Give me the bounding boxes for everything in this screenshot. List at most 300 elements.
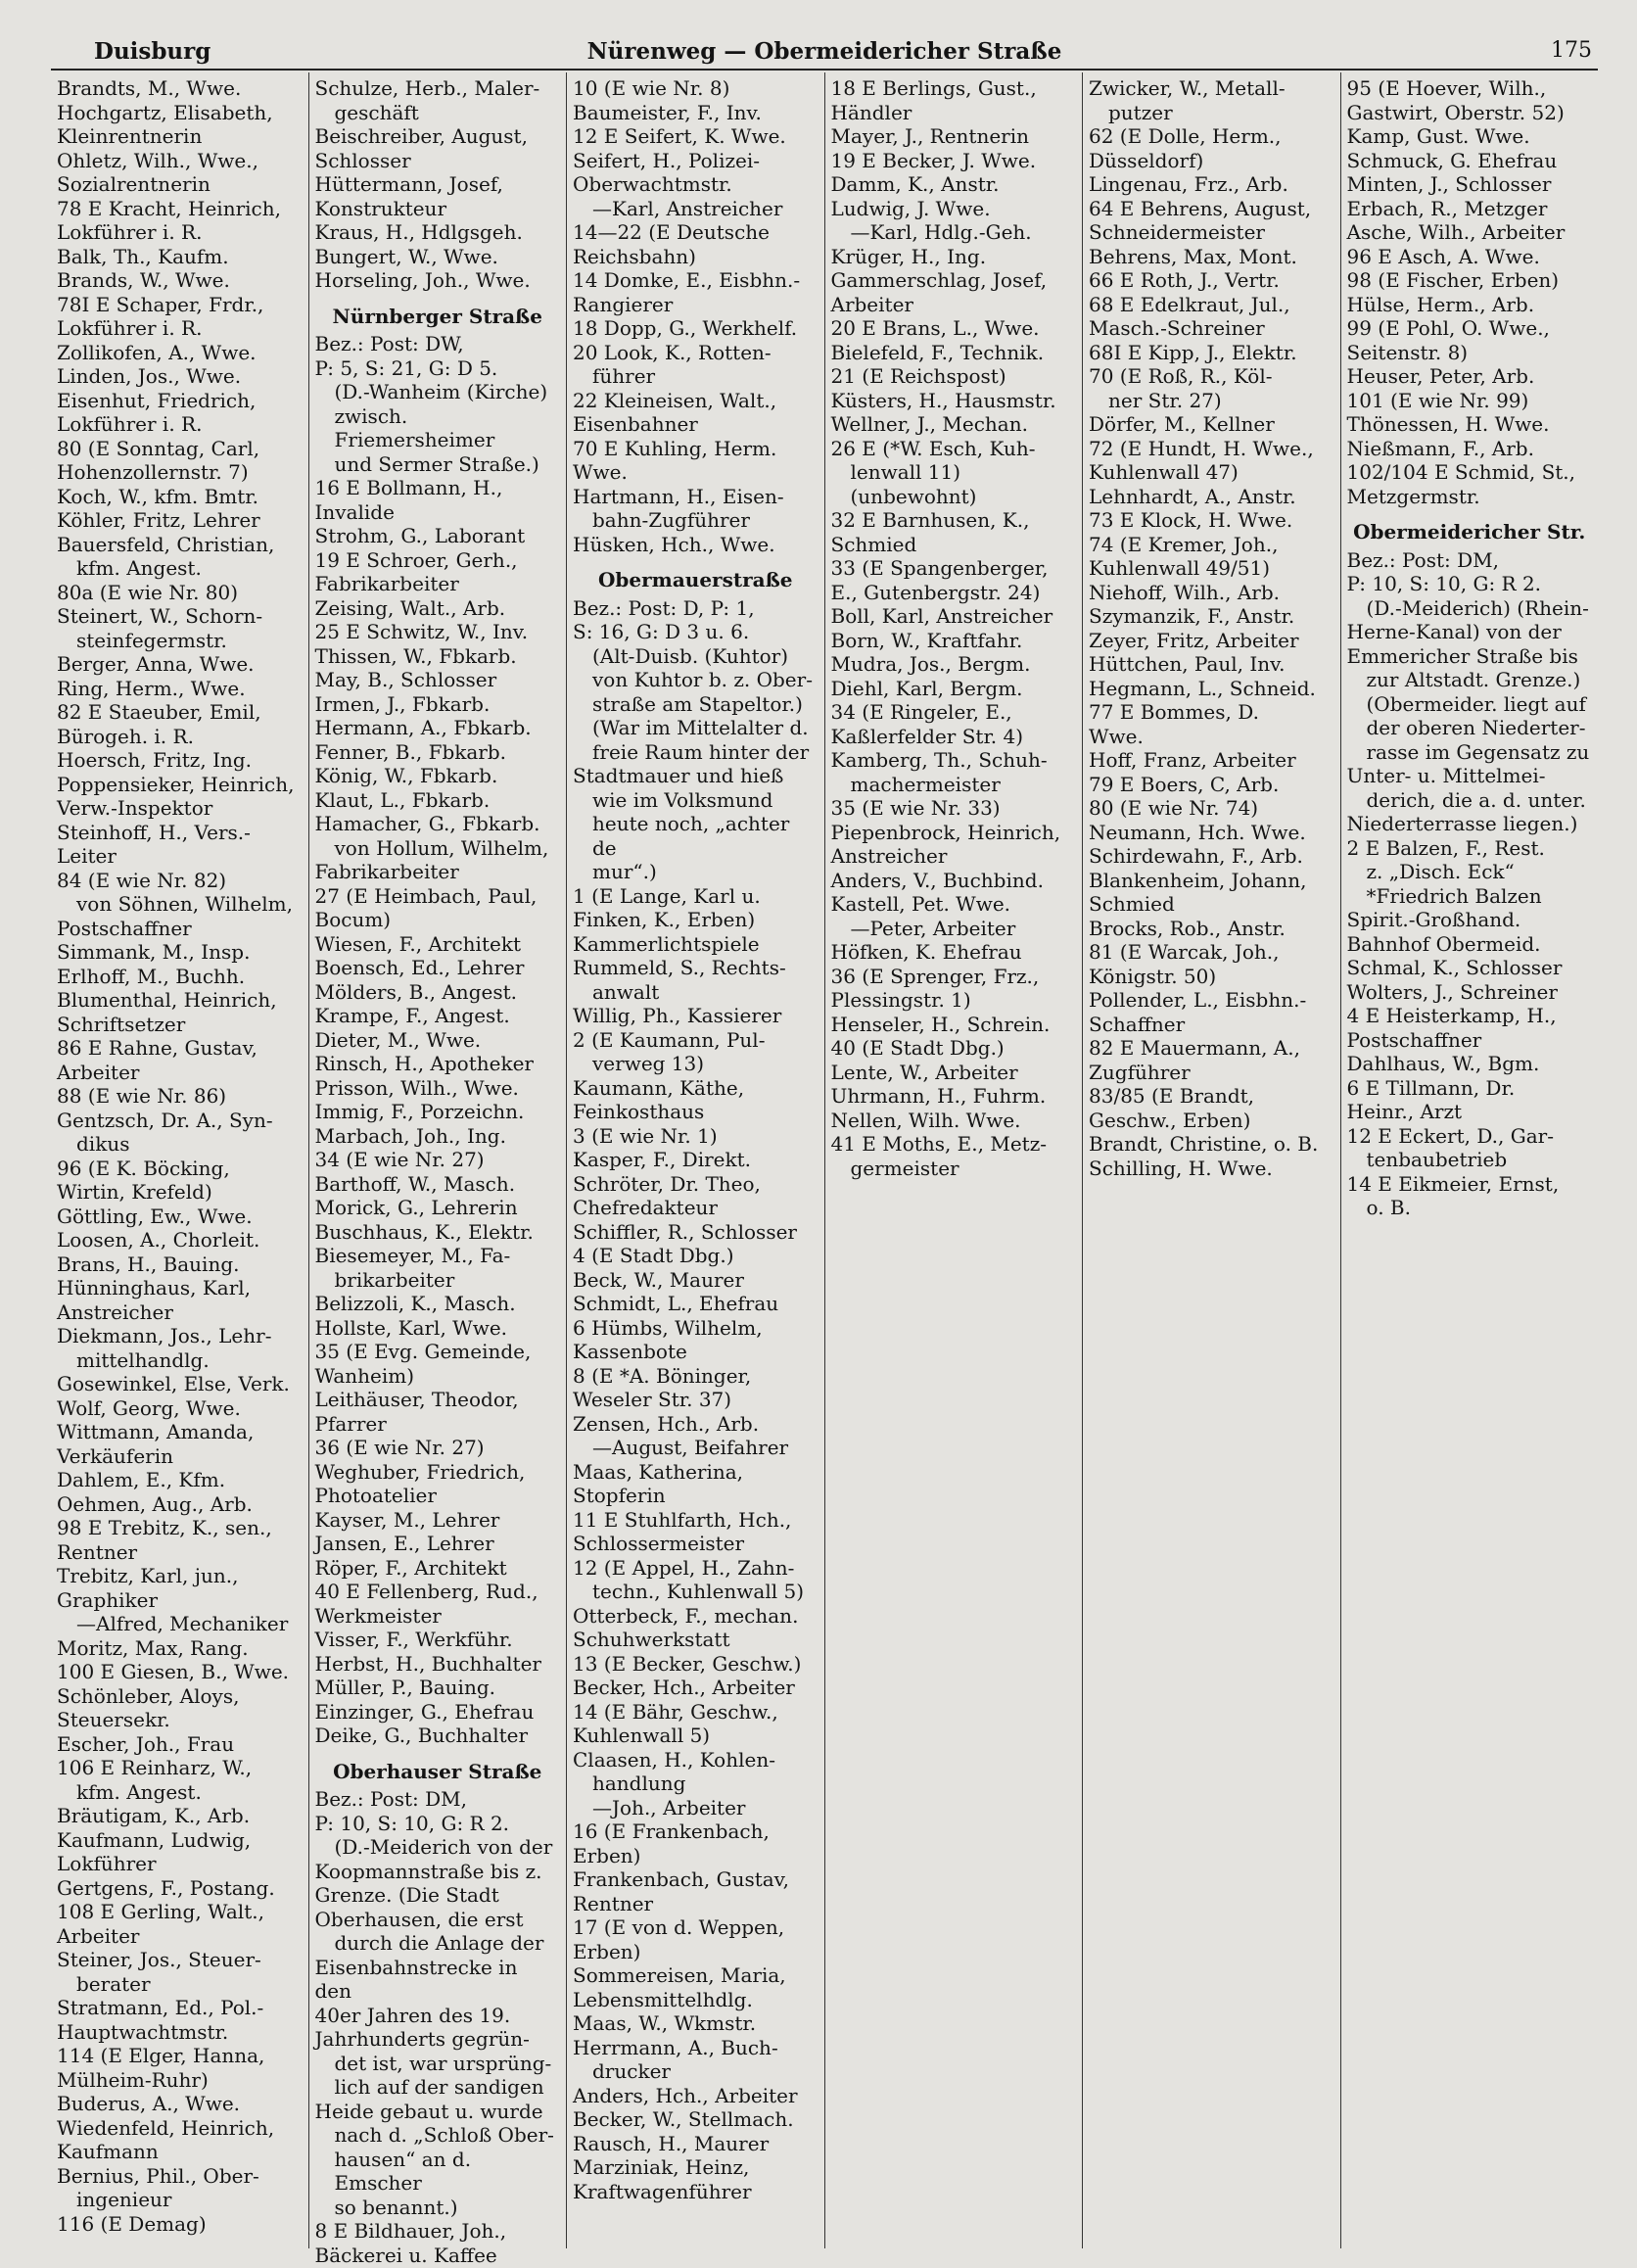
directory-entry: May, B., Schlosser	[314, 668, 497, 691]
directory-entry: Schmied	[1089, 892, 1175, 916]
directory-entry: Finken, K., Erben)	[573, 908, 756, 931]
directory-entry: 6 Hümbs, Wilhelm,	[573, 1315, 763, 1340]
directory-entry: freie Raum hinter der	[592, 739, 810, 764]
directory-entry: techn., Kuhlenwall 5)	[592, 1580, 805, 1603]
directory-entry: (unbewohnt)	[850, 484, 977, 508]
directory-entry: Wellner, J., Mechan.	[830, 412, 1028, 436]
street-heading: Oberhauser Straße	[333, 1759, 542, 1783]
directory-entry: 98 (E Fischer, Erben)	[1346, 268, 1560, 292]
directory-entry: Wwe.	[573, 460, 628, 484]
directory-entry: 27 (E Heimbach, Paul,	[314, 883, 538, 908]
directory-entry: 4 E Heisterkamp, H.,	[1346, 1004, 1557, 1027]
directory-entry: Dieter, M., Wwe.	[314, 1027, 482, 1052]
directory-entry: Schlosser	[314, 148, 411, 172]
directory-entry: Zugführer	[1089, 1060, 1191, 1084]
directory-entry: Herne-Kanal) von der	[1346, 620, 1562, 643]
directory-entry: Gentzsch, Dr. A., Syn-	[57, 1108, 273, 1132]
directory-entry: 99 (E Pohl, O. Wwe.,	[1346, 316, 1550, 340]
directory-entry: Strohm, G., Laborant	[314, 524, 526, 547]
directory-entry: Anstreicher	[830, 844, 948, 868]
directory-entry: Born, W., Kraftfahr.	[830, 628, 1023, 652]
directory-entry: Bez.: Post: DW,	[314, 332, 464, 355]
directory-entry: lenwall 11)	[850, 460, 961, 484]
directory-entry: Verkäuferin	[57, 1443, 174, 1468]
directory-entry: Immig, F., Porzeichn.	[314, 1100, 525, 1123]
directory-entry: Rentner	[573, 1891, 654, 1915]
directory-entry: Masch.-Schreiner	[1089, 316, 1265, 340]
directory-entry: 19 E Becker, J. Wwe.	[830, 148, 1037, 172]
directory-entry: Zensen, Hch., Arb.	[573, 1411, 760, 1436]
directory-entry: 102/104 E Schmid, St.,	[1346, 460, 1576, 484]
directory-entry: 106 E Reinharz, W.,	[57, 1756, 253, 1779]
directory-entry: Baumeister, F., Inv.	[573, 100, 762, 124]
directory-entry: z. „Disch. Eck“	[1366, 860, 1515, 883]
directory-entry: 83/85 (E Brandt,	[1089, 1084, 1255, 1108]
directory-entry: Rentner	[57, 1539, 138, 1564]
directory-entry: Stadtmauer und hieß	[573, 764, 784, 787]
directory-entry: Anders, V., Buchbind.	[830, 868, 1044, 892]
directory-entry: rasse im Gegensatz zu	[1366, 739, 1590, 764]
directory-entry: 16 (E Frankenbach,	[573, 1819, 770, 1843]
directory-entry: heute noch, „achter de	[592, 812, 790, 860]
directory-entry: Fenner, B., Fbkarb.	[314, 739, 507, 764]
directory-entry: Kuhlenwall 47)	[1089, 460, 1239, 484]
directory-entry: Kamp, Gust. Wwe.	[1346, 124, 1530, 148]
directory-entry: Kaufmann	[57, 2140, 159, 2163]
directory-entry: Kassenbote	[573, 1340, 687, 1363]
directory-entry: Steiner, Jos., Steuer-	[57, 1948, 261, 1971]
directory-entry: Mayer, J., Rentnerin	[830, 124, 1030, 148]
directory-columns	[51, 72, 1598, 2267]
directory-entry: Bernius, Phil., Ober-	[57, 2163, 259, 2188]
directory-entry: Kammerlichtspiele	[573, 931, 760, 956]
directory-entry: Hoff, Franz, Arbeiter	[1089, 748, 1296, 772]
directory-entry: Minten, J., Schlosser	[1346, 172, 1552, 196]
directory-entry: Sozialrentnerin	[57, 172, 210, 196]
directory-entry: (D.-Meiderich) (Rhein-	[1366, 595, 1589, 620]
directory-entry: Claasen, H., Kohlen-	[573, 1747, 775, 1772]
directory-entry: Beck, W., Maurer	[573, 1267, 744, 1292]
directory-entry: Trebitz, Karl, jun.,	[57, 1564, 239, 1587]
directory-entry: von Söhnen, Wilhelm,	[76, 892, 293, 916]
directory-entry: Zeising, Walt., Arb.	[314, 595, 506, 620]
directory-entry: Damm, K., Anstr.	[830, 172, 1000, 196]
directory-entry: 2 (E Kaumann, Pul-	[573, 1027, 766, 1052]
directory-entry: Dörfer, M., Kellner	[1089, 412, 1275, 436]
street-heading: Obermauerstraße	[597, 568, 793, 591]
directory-entry: Bräutigam, K., Arb.	[57, 1804, 251, 1827]
directory-entry: 86 E Rahne, Gustav,	[57, 1036, 257, 1060]
directory-entry: Schmidt, L., Ehefrau	[573, 1292, 779, 1315]
directory-entry: 96 (E K. Böcking,	[57, 1156, 230, 1180]
directory-entry: Mölders, B., Angest.	[314, 979, 517, 1004]
street-heading: Obermeidericher Str.	[1353, 520, 1586, 543]
directory-entry: führer	[592, 364, 656, 388]
directory-entry: Feinkosthaus	[573, 1100, 705, 1123]
directory-entry: hausen“ an d. Emscher	[334, 2147, 472, 2195]
directory-entry: Horseling, Joh., Wwe.	[314, 268, 531, 292]
directory-entry: Brans, H., Bauing.	[57, 1252, 240, 1276]
directory-entry: Belizzoli, K., Masch.	[314, 1292, 516, 1315]
directory-entry: Arbeiter	[57, 1923, 140, 1948]
directory-entry: Brands, W., Wwe.	[57, 268, 230, 292]
directory-entry: 12 E Seifert, K. Wwe.	[573, 124, 786, 148]
directory-entry: Kuhlenwall 5)	[573, 1724, 711, 1747]
directory-entry: 18 E Berlings, Gust.,	[830, 76, 1037, 100]
directory-entry: 108 E Gerling, Walt.,	[57, 1900, 264, 1923]
directory-entry: Piepenbrock, Heinrich,	[830, 820, 1061, 844]
directory-entry: 34 (E Ringeler, E.,	[830, 700, 1012, 724]
directory-entry: Fabrikarbeiter	[314, 860, 459, 883]
directory-entry: 14—22 (E Deutsche	[573, 220, 770, 244]
directory-entry: von Hollum, Wilhelm,	[334, 835, 549, 860]
directory-entry: Graphiker	[57, 1587, 159, 1612]
directory-entry: Kaßlerfelder Str. 4)	[830, 724, 1024, 748]
directory-entry: Oberwachtmstr.	[573, 172, 732, 196]
directory-entry: anwalt	[592, 979, 660, 1004]
directory-entry: 82 E Mauermann, A.,	[1089, 1036, 1300, 1060]
directory-entry: Wolf, Georg, Wwe.	[57, 1395, 241, 1420]
directory-entry: Herbst, H., Buchhalter	[314, 1651, 541, 1676]
directory-entry: Arbeiter	[57, 1060, 140, 1084]
directory-entry: Kastell, Pet. Wwe.	[830, 892, 1011, 916]
directory-entry: Konstrukteur	[314, 196, 447, 220]
directory-entry: 16 E Bollmann, H.,	[314, 476, 503, 499]
directory-entry: Kuhlenwall 49/51)	[1089, 556, 1271, 580]
directory-entry: Anders, Hch., Arbeiter	[573, 2083, 798, 2107]
directory-entry: 3 (E wie Nr. 1)	[573, 1123, 718, 1148]
directory-entry: Maas, Katherina,	[573, 1459, 744, 1484]
directory-entry: Kraftwagenführer	[573, 2179, 752, 2203]
directory-entry: derich, die a. d. unter.	[1366, 787, 1586, 812]
directory-entry: Schaffner	[1089, 1012, 1186, 1036]
directory-entry: Ohletz, Wilh., Wwe.,	[57, 148, 258, 172]
directory-entry: Postschaffner	[1346, 1027, 1482, 1052]
directory-entry: Emmericher Straße bis	[1346, 643, 1578, 668]
directory-entry: Thönessen, H. Wwe.	[1346, 412, 1550, 436]
directory-entry: *Friedrich Balzen	[1366, 883, 1542, 908]
directory-entry: kfm. Angest.	[76, 1779, 202, 1804]
directory-entry: Steuersekr.	[57, 1708, 170, 1731]
directory-column	[1341, 72, 1599, 2248]
directory-entry: Chefredakteur	[573, 1196, 718, 1219]
directory-entry: Steinhoff, H., Vers.-	[57, 820, 251, 844]
directory-entry: Hartmann, H., Eisen-	[573, 484, 784, 508]
directory-entry: Behrens, Max, Mont.	[1089, 244, 1297, 268]
directory-entry: verweg 13)	[592, 1052, 705, 1075]
directory-entry: drucker	[592, 2059, 671, 2083]
directory-entry: Lingenau, Frz., Arb.	[1089, 172, 1288, 196]
directory-entry: Hünninghaus, Karl,	[57, 1276, 252, 1299]
directory-entry: Schirdewahn, F., Arb.	[1089, 844, 1303, 868]
directory-entry: Boll, Karl, Anstreicher	[830, 604, 1053, 628]
directory-entry: P: 5, S: 21, G: D 5.	[314, 355, 498, 380]
directory-entry: Seifert, H., Polizei-	[573, 148, 761, 172]
directory-entry: dikus	[76, 1132, 130, 1156]
directory-entry: Hohenzollernstr. 7)	[57, 460, 249, 484]
directory-entry: Leithäuser, Theodor,	[314, 1388, 519, 1411]
directory-entry: Werkmeister	[314, 1603, 442, 1628]
directory-entry: Rangierer	[573, 292, 674, 316]
directory-entry: Eisenhut, Friedrich,	[57, 388, 257, 412]
directory-entry: Lokführer i. R.	[57, 412, 203, 436]
directory-column	[825, 72, 1084, 2248]
directory-entry: Pollender, L., Eisbhn.-	[1089, 988, 1307, 1012]
directory-entry: wie im Volksmund	[592, 787, 773, 812]
directory-entry: Poppensieker, Heinrich,	[57, 772, 295, 796]
directory-entry: 84 (E wie Nr. 82)	[57, 868, 227, 892]
directory-entry: Geschw., Erben)	[1089, 1108, 1251, 1132]
directory-entry: Oberhausen, die erst	[314, 1907, 524, 1931]
directory-entry: 78 E Kracht, Heinrich,	[57, 196, 281, 220]
directory-entry: Becker, W., Stellmach.	[573, 2107, 794, 2131]
directory-entry: 79 E Boers, C, Arb.	[1089, 772, 1280, 796]
directory-entry: Krampe, F., Angest.	[314, 1004, 510, 1027]
directory-entry: Königstr. 50)	[1089, 964, 1217, 988]
directory-entry: Wiedenfeld, Heinrich,	[57, 2115, 275, 2140]
directory-entry: 8 (E *A. Böninger,	[573, 1363, 752, 1388]
directory-entry: Diekmann, Jos., Lehr-	[57, 1324, 272, 1347]
directory-entry: Schulze, Herb., Maler-	[314, 76, 540, 100]
directory-entry: Oehmen, Aug., Arb.	[57, 1491, 253, 1516]
directory-entry: nach d. „Schloß Ober-	[334, 2123, 554, 2147]
directory-entry: Schröter, Dr. Theo,	[573, 1171, 761, 1196]
directory-entry: Dahlem, E., Kfm.	[57, 1468, 226, 1491]
directory-entry: Buderus, A., Wwe.	[57, 2092, 241, 2115]
page-number: 175	[1551, 38, 1592, 63]
directory-entry: Becker, Hch., Arbeiter	[573, 1676, 795, 1699]
directory-entry: mur“.)	[592, 860, 657, 883]
directory-entry: Wirtin, Krefeld)	[57, 1180, 212, 1204]
directory-entry: Rummeld, S., Rechts-	[573, 956, 786, 979]
directory-entry: 34 (E wie Nr. 27)	[314, 1148, 485, 1171]
directory-entry: Schiffler, R., Schlosser	[573, 1219, 797, 1244]
directory-entry: mittelhandlg.	[76, 1347, 210, 1372]
directory-entry: Pfarrer	[314, 1411, 387, 1436]
directory-entry: —Alfred, Mechaniker	[76, 1612, 289, 1635]
running-header	[51, 25, 1598, 71]
directory-entry: Loosen, A., Chorleit.	[57, 1228, 260, 1252]
directory-entry: Ludwig, J. Wwe.	[830, 196, 991, 220]
directory-page	[51, 25, 1598, 2267]
directory-entry: steinfegermstr.	[76, 628, 227, 652]
street-heading: Nürnberger Straße	[332, 304, 542, 328]
directory-entry: Schmuck, G. Ehefrau	[1346, 148, 1558, 172]
directory-entry: Lehnhardt, A., Anstr.	[1089, 484, 1296, 508]
directory-entry: Invalide	[314, 499, 395, 524]
directory-entry: 11 E Stuhlfarth, Hch.,	[573, 1507, 792, 1532]
directory-entry: (War im Mittelalter d.	[592, 716, 809, 739]
directory-entry: Bez.: Post: DM,	[314, 1787, 467, 1811]
directory-entry: 20 E Brans, L., Wwe.	[830, 316, 1040, 340]
directory-entry: Schönleber, Aloys,	[57, 1683, 240, 1708]
directory-entry: 100 E Giesen, B., Wwe.	[57, 1660, 290, 1683]
directory-entry: 73 E Klock, H. Wwe.	[1089, 508, 1293, 532]
directory-entry: berater	[76, 1971, 151, 1996]
directory-entry: Irmen, J., Fbkarb.	[314, 691, 491, 716]
directory-entry: Verw.-Inspektor	[57, 796, 213, 820]
directory-entry: Hüttermann, Josef,	[314, 172, 503, 196]
directory-entry: Biesemeyer, M., Fa-	[314, 1244, 511, 1267]
directory-entry: Zwicker, W., Metall-	[1089, 76, 1286, 100]
directory-entry: bahn-Zugführer	[592, 508, 750, 532]
directory-entry: Otterbeck, F., mechan.	[573, 1603, 799, 1628]
directory-entry: so benannt.)	[334, 2195, 458, 2219]
directory-entry: 64 E Behrens, August,	[1089, 196, 1312, 220]
header-city: Duisburg	[94, 38, 211, 65]
directory-entry: Rausch, H., Maurer	[573, 2131, 770, 2155]
directory-entry: Mülheim-Ruhr)	[57, 2067, 209, 2092]
directory-entry: Boensch, Ed., Lehrer	[314, 956, 525, 979]
directory-entry: Szymanzik, F., Anstr.	[1089, 604, 1295, 628]
directory-entry: Metzgermstr.	[1346, 484, 1480, 508]
directory-entry: Hoersch, Fritz, Ing.	[57, 748, 253, 772]
directory-entry: 12 E Eckert, D., Gar-	[1346, 1123, 1554, 1148]
directory-entry: Plessingstr. 1)	[830, 988, 971, 1012]
directory-entry: Simmank, M., Insp.	[57, 940, 251, 964]
directory-entry: lich auf der sandigen	[334, 2075, 544, 2099]
directory-entry: Kasper, F., Direkt.	[573, 1148, 752, 1171]
directory-entry: 77 E Bommes, D.	[1089, 700, 1259, 724]
directory-entry: 22 Kleineisen, Walt.,	[573, 388, 777, 412]
directory-entry: straße am Stapeltor.)	[592, 691, 803, 716]
directory-entry: 18 Dopp, G., Werkhelf.	[573, 316, 798, 340]
directory-entry: König, W., Fbkarb.	[314, 764, 498, 787]
directory-entry: Einzinger, G., Ehefrau	[314, 1699, 535, 1724]
directory-entry: Buschhaus, K., Elektr.	[314, 1219, 534, 1244]
directory-entry: 21 (E Reichspost)	[830, 364, 1006, 388]
directory-entry: Lokführer i. R.	[57, 316, 203, 340]
directory-entry: 96 E Asch, A. Wwe.	[1346, 244, 1540, 268]
directory-entry: 35 (E Evg. Gemeinde,	[314, 1340, 532, 1363]
directory-entry: 80a (E wie Nr. 80)	[57, 580, 239, 604]
directory-entry: zur Altstadt. Grenze.)	[1366, 668, 1581, 691]
directory-entry: Schmied	[830, 532, 917, 556]
directory-entry: Kaumann, Käthe,	[573, 1075, 745, 1100]
directory-entry: Hüttchen, Paul, Inv.	[1089, 652, 1286, 676]
directory-entry: Willig, Ph., Kassierer	[573, 1004, 782, 1027]
directory-entry: —Karl, Hdlg.-Geh.	[850, 220, 1032, 244]
directory-entry: Bäckerei u. Kaffee	[314, 2243, 497, 2267]
directory-entry: Heuser, Peter, Arb.	[1346, 364, 1535, 388]
directory-entry: Thissen, W., Fbkarb.	[314, 643, 517, 668]
directory-entry: 2 E Balzen, F., Rest.	[1346, 835, 1545, 860]
directory-entry: Koch, W., kfm. Bmtr.	[57, 484, 258, 508]
directory-entry: Erlhoff, M., Buchh.	[57, 964, 246, 988]
directory-entry: 1 (E Lange, Karl u.	[573, 883, 761, 908]
directory-entry: 116 (E Demag)	[57, 2211, 207, 2236]
directory-entry: Bez.: Post: DM,	[1346, 547, 1499, 572]
directory-entry: 68 E Edelkraut, Jul.,	[1089, 292, 1290, 316]
directory-entry: Asche, Wilh., Arbeiter	[1346, 220, 1566, 244]
directory-entry: Barthoff, W., Masch.	[314, 1171, 516, 1196]
directory-entry: Frankenbach, Gustav,	[573, 1867, 789, 1891]
directory-entry: (Obermeider. liegt auf	[1366, 691, 1586, 716]
directory-entry: Neumann, Hch. Wwe.	[1089, 820, 1306, 844]
directory-entry: 68I E Kipp, J., Elektr.	[1089, 340, 1297, 364]
directory-entry: 40 E Fellenberg, Rud.,	[314, 1580, 538, 1603]
directory-entry: Brocks, Rob., Anstr.	[1089, 916, 1286, 940]
directory-entry: E., Gutenbergstr. 24)	[830, 580, 1041, 604]
directory-entry: 88 (E wie Nr. 86)	[57, 1084, 227, 1108]
directory-entry: Photoatelier	[314, 1484, 437, 1507]
directory-entry: Düsseldorf)	[1089, 148, 1204, 172]
directory-entry: machermeister	[850, 772, 1001, 796]
directory-entry: 101 (E wie Nr. 99)	[1346, 388, 1529, 412]
directory-entry: 14 E Eikmeier, Ernst,	[1346, 1171, 1560, 1196]
directory-entry: Hüsken, Hch., Wwe.	[573, 532, 775, 556]
directory-entry: Morick, G., Lehrerin	[314, 1196, 518, 1219]
directory-entry: Moritz, Max, Rang.	[57, 1635, 249, 1660]
directory-entry: 78I E Schaper, Frdr.,	[57, 292, 264, 316]
directory-entry: Hochgartz, Elisabeth,	[57, 100, 273, 124]
directory-entry: von Kuhtor b. z. Ober-	[592, 668, 813, 691]
directory-entry: Berger, Anna, Wwe.	[57, 652, 255, 676]
directory-entry: Hülse, Herm., Arb.	[1346, 292, 1535, 316]
directory-entry: Kaufmann, Ludwig,	[57, 1827, 252, 1852]
directory-entry: Schuhwerkstatt	[573, 1628, 730, 1651]
directory-entry: Zeyer, Fritz, Arbeiter	[1089, 628, 1299, 652]
directory-column	[567, 72, 825, 2248]
directory-entry: Leiter	[57, 844, 117, 868]
directory-entry: Spirit.-Großhand.	[1346, 908, 1521, 931]
directory-entry: und Sermer Straße.)	[334, 451, 539, 476]
directory-entry: Bungert, W., Wwe.	[314, 244, 498, 268]
directory-entry: 20 Look, K., Rotten-	[573, 340, 772, 364]
directory-entry: Wittmann, Amanda,	[57, 1420, 255, 1443]
directory-entry: —Karl, Anstreicher	[592, 196, 783, 220]
directory-entry: 40er Jahren des 19.	[314, 2003, 511, 2027]
directory-entry: Hauptwachtmstr.	[57, 2019, 229, 2044]
directory-entry: Unter- u. Mittelmei-	[1346, 764, 1546, 787]
directory-entry: 35 (E wie Nr. 33)	[830, 796, 1001, 820]
directory-entry: Anstreicher	[57, 1299, 173, 1324]
directory-entry: Nießmann, F., Arb.	[1346, 436, 1534, 460]
directory-column	[309, 72, 568, 2267]
directory-entry: Kleinrentnerin	[57, 124, 203, 148]
directory-entry: tenbaubetrieb	[1366, 1148, 1508, 1171]
directory-entry: (D.-Wanheim (Kirche)	[334, 380, 548, 403]
directory-entry: S: 16, G: D 3 u. 6.	[573, 620, 750, 643]
directory-entry: 74 (E Kremer, Joh.,	[1089, 532, 1279, 556]
directory-entry: Lebensmittelhdlg.	[573, 1987, 753, 2011]
directory-entry: Blankenheim, Johann,	[1089, 868, 1307, 892]
directory-entry: Brandt, Christine, o. B.	[1089, 1132, 1319, 1156]
directory-entry: Bauersfeld, Christian,	[57, 532, 275, 556]
directory-entry: Schriftsetzer	[57, 1012, 186, 1036]
directory-entry: Marziniak, Heinz,	[573, 2155, 750, 2179]
header-street-range: Nürenweg — Obermeidericher Straße	[586, 38, 1062, 65]
directory-entry: P: 10, S: 10, G: R 2.	[314, 1811, 510, 1835]
directory-entry: ner Str. 27)	[1108, 388, 1222, 412]
directory-entry: Nellen, Wilh. Wwe.	[830, 1108, 1021, 1132]
directory-entry: Gastwirt, Oberstr. 52)	[1346, 100, 1565, 124]
directory-entry: Ring, Herm., Wwe.	[57, 676, 246, 700]
directory-entry: Visser, F., Werkführ.	[314, 1628, 513, 1651]
directory-entry: det ist, war ursprüng-	[334, 2051, 552, 2075]
directory-entry: putzer	[1108, 100, 1173, 124]
directory-entry: 36 (E wie Nr. 27)	[314, 1436, 485, 1459]
directory-entry: Weghuber, Friedrich,	[314, 1459, 526, 1484]
directory-entry: Brandts, M., Wwe.	[57, 76, 242, 100]
directory-entry: Heinr., Arzt	[1346, 1100, 1463, 1123]
directory-entry: Bocum)	[314, 908, 392, 931]
directory-entry: Sommereisen, Maria,	[573, 1963, 786, 1987]
directory-entry: Mudra, Jos., Bergm.	[830, 652, 1031, 676]
directory-entry: Bez.: Post: D, P: 1,	[573, 595, 755, 620]
directory-entry: 114 (E Elger, Hanna,	[57, 2044, 265, 2067]
directory-entry: Rinsch, H., Apotheker	[314, 1052, 534, 1075]
